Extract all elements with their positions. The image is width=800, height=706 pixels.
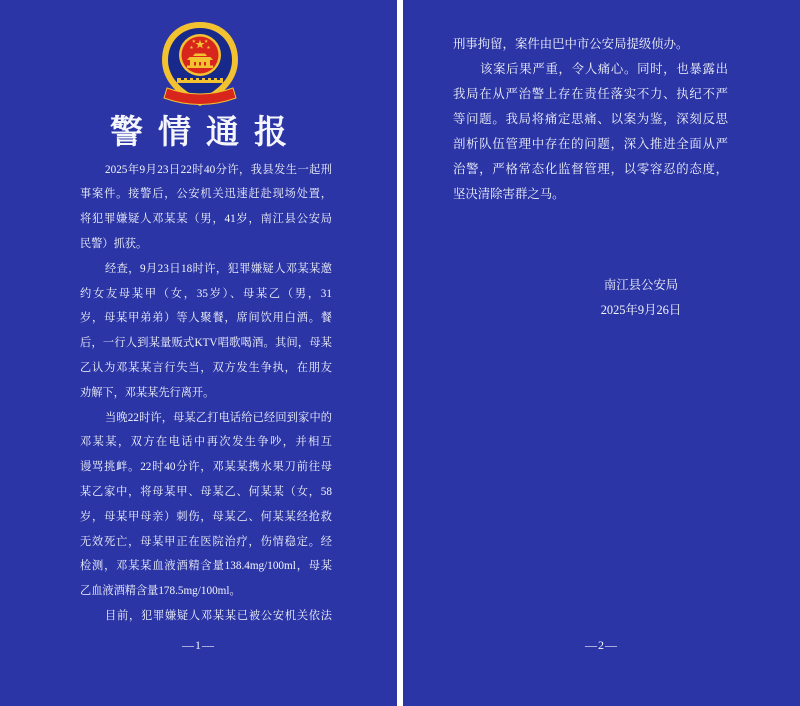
page-number: —2— bbox=[585, 638, 618, 652]
text-line: 将犯罪嫌疑人邓某某（男，41岁，南江县公安局 bbox=[80, 213, 332, 226]
signature-block bbox=[561, 273, 721, 323]
text-line: 约女友母某甲（女，35岁）、母某乙（男，31 bbox=[80, 287, 332, 300]
paragraph-statement bbox=[453, 57, 728, 207]
police-emblem-icon bbox=[160, 20, 240, 110]
text-line: 我局在从严治警上存在责任落实不力、执纪不严 bbox=[453, 86, 728, 101]
bulletin-body-page-2 bbox=[453, 32, 728, 207]
paragraph-current-status-continued bbox=[453, 32, 728, 57]
text-line: 刑事拘留，案件由巴中市公安局提级侦办。 bbox=[453, 36, 689, 51]
text-line: 2025年9月23日22时40分许，我县发生一起刑 bbox=[105, 163, 332, 176]
page-number: —1— bbox=[182, 638, 215, 652]
text-line: 检测，邓某某血液酒精含量138.4mg/100ml，母某 bbox=[80, 560, 332, 573]
text-line: 经查，9月23日18时许，犯罪嫌疑人邓某某邀 bbox=[105, 262, 332, 275]
bulletin-title: 警情通报 bbox=[110, 115, 302, 151]
text-line: 坚决清除害群之马。 bbox=[453, 186, 565, 201]
text-line: 等问题。我局将痛定思痛、以案为鉴，深刻反思 bbox=[453, 111, 728, 126]
text-line: 劝解下，邓某某先行离开。 bbox=[80, 386, 215, 399]
page-1 bbox=[0, 0, 397, 706]
paragraph-investigation bbox=[80, 257, 332, 406]
text-line: 当晚22时许，母某乙打电话给已经回到家中的 bbox=[105, 411, 332, 424]
text-line: 目前，犯罪嫌疑人邓某某已被公安机关依法 bbox=[105, 609, 332, 622]
text-line: 治警，严格常态化监督管理，以零容忍的态度， bbox=[453, 161, 728, 176]
text-line: 民警）抓获。 bbox=[80, 237, 148, 250]
text-line: 岁，母某甲弟弟）等人聚餐，席间饮用白酒。餐 bbox=[80, 312, 332, 325]
paragraph-attack bbox=[80, 406, 332, 604]
issuing-organization: 南江县公安局 bbox=[603, 277, 679, 292]
text-line: 谩骂挑衅。22时40分许，邓某某携水果刀前往母 bbox=[80, 461, 332, 474]
text-line: 事案件。接警后，公安机关迅速赶赴现场处置， bbox=[80, 188, 332, 201]
page-2 bbox=[403, 0, 800, 706]
paragraph-incident bbox=[80, 158, 332, 257]
text-line: 岁，母某甲母亲）刺伤，母某乙、何某某经抢救 bbox=[80, 510, 332, 523]
text-line: 后，一行人到某量贩式KTV唱歌喝酒。其间，母某 bbox=[80, 337, 332, 350]
text-line: 某乙家中，将母某甲、母某乙、何某某（女，58 bbox=[80, 485, 332, 498]
issue-date: 2025年9月26日 bbox=[600, 302, 682, 317]
text-line: 无效死亡，母某甲正在医院治疗，伤情稳定。经 bbox=[80, 535, 332, 548]
paragraph-current-status bbox=[80, 604, 332, 629]
bulletin-body-page-1 bbox=[80, 158, 332, 629]
text-line: 剖析队伍管理中存在的问题，深入推进全面从严 bbox=[453, 136, 728, 151]
text-line: 乙认为邓某某言行失当，双方发生争执，在朋友 bbox=[80, 361, 332, 374]
text-line: 乙血液酒精含量178.5mg/100ml。 bbox=[80, 585, 241, 598]
text-line: 该案后果严重，令人痛心。同时，也暴露出 bbox=[480, 61, 728, 76]
text-line: 邓某某，双方在电话中再次发生争吵，并相互 bbox=[80, 436, 332, 449]
